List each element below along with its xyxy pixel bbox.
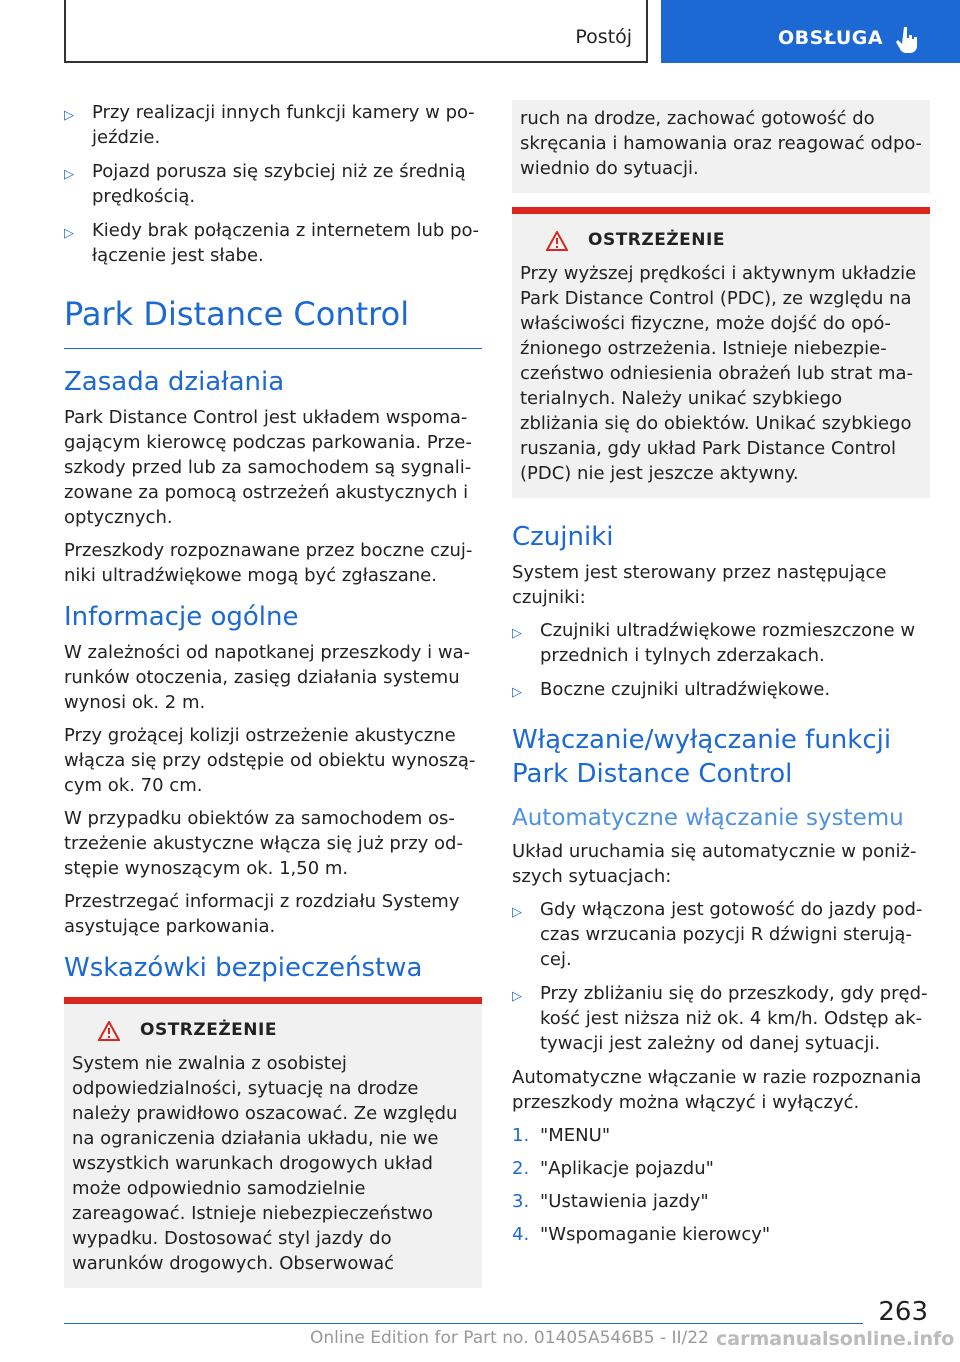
section-heading-safety: Wskazówki bezpieczeństwa [64, 953, 423, 983]
footer-divider [64, 1323, 863, 1324]
list-item: ▷ Kiedy brak połączenia z internetem lub połączenie jest słabe. [64, 220, 480, 266]
paragraph: Przeszkody rozpoznawane przez boczne czujniki ultradźwiękowe mogą być zgłaszane. [64, 540, 473, 586]
page-number: 263 [878, 1297, 928, 1327]
left-column [64, 100, 482, 1288]
warning-title: OSTRZEŻENIE [546, 228, 922, 253]
bullet-triangle-icon: ▷ [64, 108, 74, 123]
bullet-triangle-icon: ▷ [512, 626, 522, 641]
paragraph: Park Distance Control jest układem wspomagającym kierowcę podczas parkowania. Przeszkody przed lub za samochodem są sygnalizowane za pomocą ostrzeżeń akustycznych i optycznych. [64, 407, 472, 528]
warning-box [512, 207, 930, 498]
bullet-triangle-icon: ▷ [64, 167, 74, 182]
chapter-heading: Park Distance Control [64, 295, 410, 333]
paragraph: Przestrzegać informacji z rozdziału Systemy asystujące parkowania. [64, 891, 460, 937]
warning-title: OSTRZEŻENIE [98, 1018, 474, 1043]
pointing-hand-icon [895, 26, 919, 54]
paragraph: System jest sterowany przez następujące czujniki: [512, 562, 887, 608]
section-heading-general: Informacje ogólne [64, 602, 299, 632]
bullet-triangle-icon: ▷ [512, 989, 522, 1004]
bullet-triangle-icon: ▷ [512, 905, 522, 920]
section-title: Postój [575, 26, 632, 48]
bullet-triangle-icon: ▷ [512, 685, 522, 700]
step-item: 2. "Aplikacje pojazdu" [512, 1158, 714, 1179]
section-heading-onoff: Włączanie/wyłączanie funkcji Park Distance Control [512, 725, 892, 789]
paragraph: W zależności od napotkanej przeszkody i warunków otoczenia, zasięg działania systemu wynosi ok. 2 m. [64, 642, 471, 713]
step-item: 3. "Ustawienia jazdy" [512, 1191, 709, 1212]
paragraph: Automatyczne włączanie w razie rozpoznania przeszkody można włączyć i wyłączyć. [512, 1067, 922, 1113]
subsection-heading-auto: Automatyczne włączanie systemu [512, 805, 904, 831]
step-item: 4. "Wspomaganie kierowcy" [512, 1224, 771, 1245]
warning-box [64, 997, 482, 1288]
step-item: 1. "MENU" [512, 1125, 611, 1146]
warning-triangle-icon [98, 1021, 120, 1041]
heading-divider [64, 348, 482, 349]
section-heading-principle: Zasada działania [64, 367, 285, 397]
edition-note: Online Edition for Part no. 01405A546B5 - II/22 [310, 1328, 709, 1348]
paragraph: Przy grożącej kolizji ostrzeżenie akustyczne włącza się przy odstępie od obiektu wynoszącym ok. 70 cm. [64, 725, 476, 796]
paragraph: W przypadku obiektów za samochodem ostrzeżenie akustyczne włącza się już przy odstępie wynoszącym ok. 1,50 m. [64, 808, 463, 879]
warning-text: System nie zwalnia z osobistej odpowiedzialności, sytuację na drodze należy prawidłowo oszacować. Ze względu na ograniczenia działania układu, nie we wszystkich warunkach drogowych układ może odpowiednio samodzielnie zareagować. Istnieje niebezpieczeństwo wypadku. Dostosować styl jazdy do warunków drogowych. Obserwować [72, 1053, 458, 1274]
warning-triangle-icon [546, 231, 568, 251]
warning-continuation: ruch na drodze, zachować gotowość do skręcania i hamowania oraz reagować odpowiednio do sytuacji. [512, 100, 930, 193]
right-column [512, 100, 930, 1255]
section-heading-sensors: Czujniki [512, 522, 614, 552]
list-item: ▷ Przy realizacji innych funkcji kamery w pojeździe. [64, 102, 475, 148]
paragraph: Układ uruchamia się automatycznie w poniższych sytuacjach: [512, 841, 917, 887]
list-item: ▷ Przy zbliżaniu się do przeszkody, gdy prędkość jest niższa niż ok. 4 km/h. Odstęp aktywacji jest zależny od danej sytuacji. [512, 983, 928, 1054]
bullet-triangle-icon: ▷ [64, 226, 74, 241]
watermark: carmanualsonline.info [716, 1328, 955, 1350]
header-chapter-box[interactable] [661, 0, 960, 63]
list-item: ▷ Boczne czujniki ultradźwiękowe. [512, 677, 930, 705]
warning-text: Przy wyższej prędkości i aktywnym układzie Park Distance Control (PDC), ze względu na właściwości fizyczne, może dojść do opóźnionego ostrzeżenia. Istnieje niebezpieczeństwo odniesienia obrażeń lub strat materialnych. Należy unikać szybkiego zbliżania się do obiektów. Unikać szybkiego ruszania, gdy układ Park Distance Control (PDC) nie jest jeszcze aktywny. [520, 263, 917, 484]
list-item: ▷ Czujniki ultradźwiękowe rozmieszczone w przednich i tylnych zderzakach. [512, 620, 916, 666]
chapter-title: OBSŁUGA [778, 27, 884, 49]
list-item: ▷ Pojazd porusza się szybciej niż ze średnią prędkością. [64, 161, 466, 207]
header-section-box [64, 0, 648, 63]
list-item: ▷ Gdy włączona jest gotowość do jazdy podczas wrzucania pozycji R dźwigni sterującej. [512, 899, 923, 970]
